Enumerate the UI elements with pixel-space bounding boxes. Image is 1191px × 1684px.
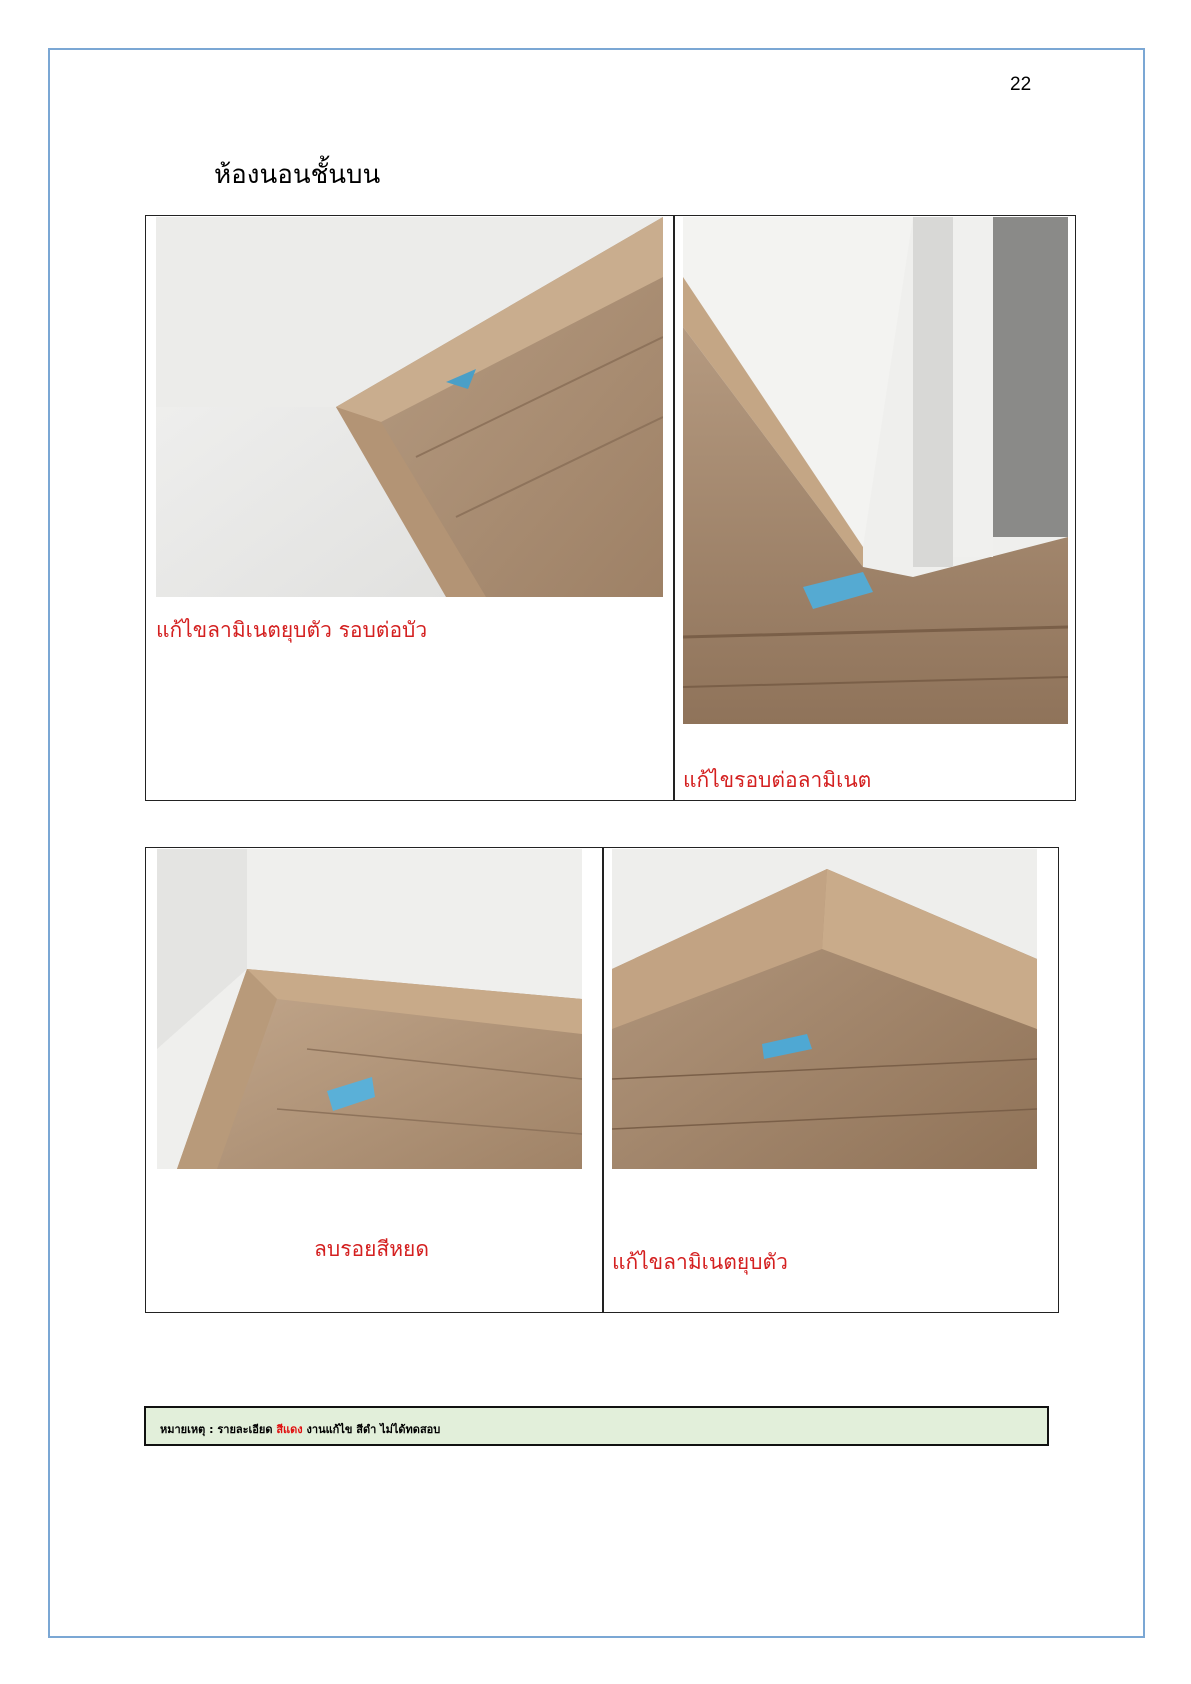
- caption-table2-right: แก้ไขลามิเนตยุบตัว: [612, 1250, 788, 1274]
- note-text-mid: งานแก้ไข: [306, 1423, 353, 1436]
- note-red-text: สีแดง: [276, 1423, 303, 1436]
- note-box: [144, 1406, 1049, 1446]
- photo-laminate-door: [683, 217, 1068, 724]
- photo-laminate-corner-3: [612, 849, 1037, 1169]
- section-title: ห้องนอนชั้นบน: [214, 160, 381, 190]
- photo-laminate-corner-2: [157, 849, 582, 1169]
- photo-table-1: [145, 215, 1076, 801]
- photo-laminate-corner-1: [156, 217, 663, 597]
- caption-table1-left: แก้ไขลามิเนตยุบตัว รอบต่อบัว: [156, 618, 428, 642]
- caption-table2-left: ลบรอยสีหยด: [314, 1237, 429, 1261]
- note-label: หมายเหตุ :: [160, 1423, 214, 1436]
- note-text-after: สีดำ ไม่ได้ทดสอบ: [356, 1423, 441, 1436]
- caption-table1-right: แก้ไขรอบต่อลามิเนต: [683, 768, 872, 792]
- photo-table-2: [145, 847, 1059, 1313]
- note-text-before: รายละเอียด: [217, 1423, 273, 1436]
- table-divider: [673, 216, 675, 800]
- page-number: 22: [1010, 74, 1032, 95]
- table-divider: [602, 848, 604, 1312]
